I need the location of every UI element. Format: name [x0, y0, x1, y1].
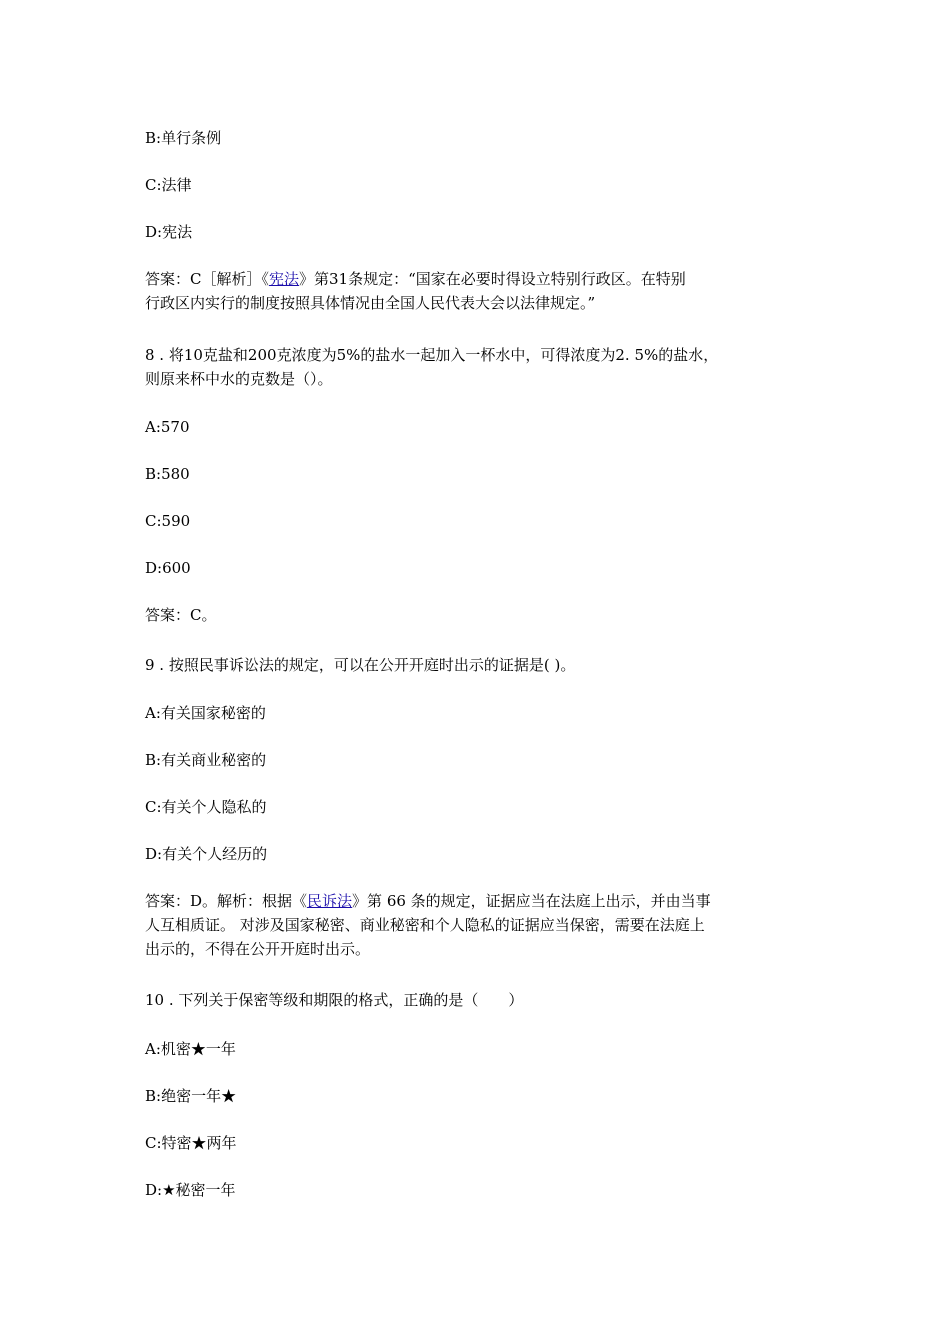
- q10-option-c: C:特密★两年: [145, 1134, 237, 1152]
- q8-stem-line-1: 8 . 将10克盐和200克浓度为5%的盐水一起加入一杯水中，可得浓度为2. 5%的盐水，: [145, 346, 719, 364]
- q9-answer-line-1: [145, 891, 711, 911]
- q7-option-c: C:法律: [145, 176, 192, 194]
- constitution-link[interactable]: 宪法: [268, 270, 299, 288]
- q8-option-c: C:590: [145, 512, 191, 530]
- q9-answer-line-3: 出示的，不得在公开开庭时出示。: [145, 940, 371, 958]
- q7-answer-prefix: 答案：C［解析］《: [145, 270, 269, 288]
- q8-option-a: A:570: [145, 418, 190, 436]
- q10-stem: 10 . 下列关于保密等级和期限的格式，正确的是（ ）: [145, 991, 524, 1009]
- q9-option-d: D:有关个人经历的: [145, 845, 268, 863]
- q7-option-d: D:宪法: [145, 223, 193, 241]
- q7-answer-line-2: 行政区内实行的制度按照具体情况由全国人民代表大会以法律规定。”: [145, 294, 596, 312]
- q9-stem: 9 . 按照民事诉讼法的规定，可以在公开开庭时出示的证据是( )。: [145, 656, 576, 674]
- q8-stem-line-2: 则原来杯中水的克数是（）。: [145, 370, 333, 388]
- q9-answer-line-2: 人互相质证。 对涉及国家秘密、商业秘密和个人隐私的证据应当保密，需要在法庭上: [145, 916, 705, 934]
- q8-option-b: B:580: [145, 465, 190, 483]
- q7-answer-text: 》第31条规定：“国家在必要时得设立特别行政区。在特别: [299, 270, 686, 288]
- q10-option-a: A:机密★一年: [145, 1040, 236, 1058]
- q8-answer: 答案：C。: [145, 606, 217, 624]
- q9-option-c: C:有关个人隐私的: [145, 798, 267, 816]
- q10-option-d: D:★秘密一年: [145, 1181, 236, 1199]
- q7-option-b: B:单行条例: [145, 129, 222, 147]
- q9-option-b: B:有关商业秘密的: [145, 751, 267, 769]
- q10-option-b: B:绝密一年★: [145, 1087, 237, 1105]
- q8-option-d: D:600: [145, 559, 191, 577]
- q9-answer-text: 》第 66 条的规定，证据应当在法庭上出示，并由当事: [352, 892, 711, 910]
- q9-answer-prefix: 答案：D。解析：根据《: [145, 892, 308, 910]
- civil-procedure-law-link[interactable]: 民诉法: [307, 892, 353, 910]
- q9-option-a: A:有关国家秘密的: [145, 704, 266, 722]
- q7-answer-line-1: [145, 269, 686, 289]
